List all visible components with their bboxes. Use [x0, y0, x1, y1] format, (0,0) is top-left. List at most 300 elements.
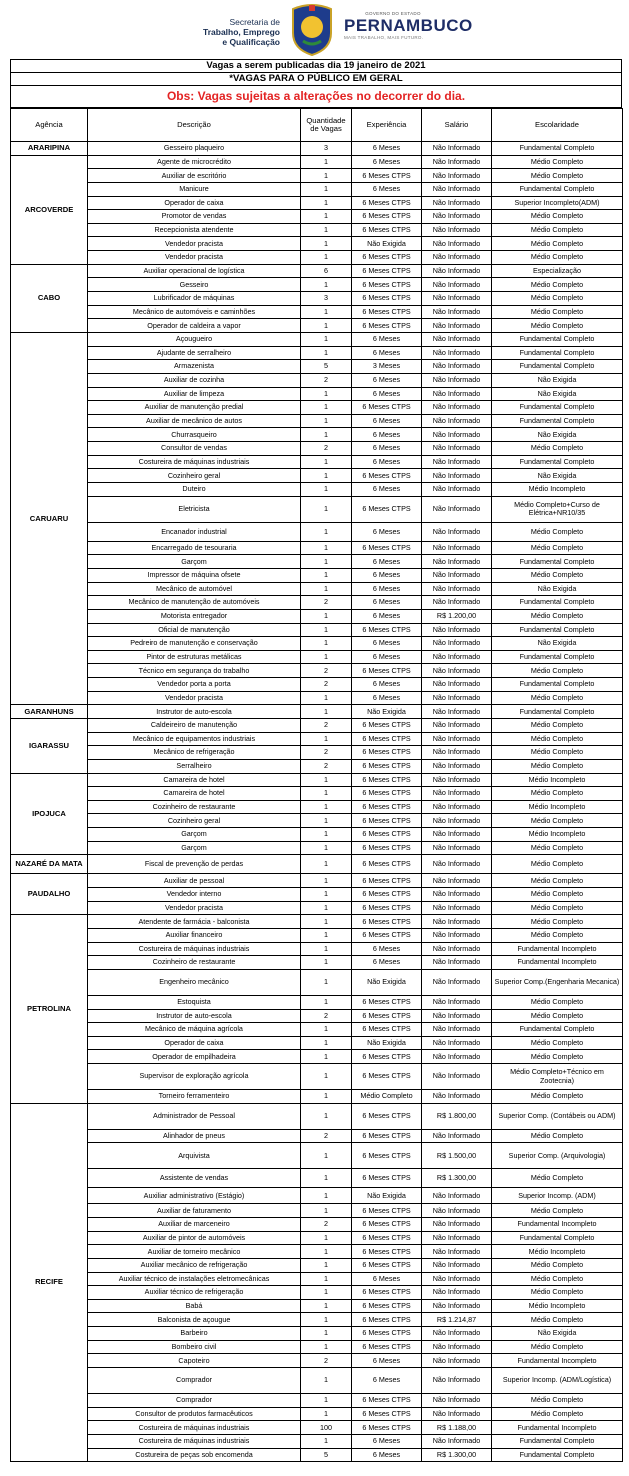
- experience-cell: 6 Meses CTPS: [352, 210, 422, 224]
- experience-cell: 6 Meses CTPS: [352, 1286, 422, 1300]
- description-cell: Garçom: [88, 841, 301, 855]
- agency-cell: PETROLINA: [11, 915, 88, 1103]
- agency-cell: CABO: [11, 264, 88, 332]
- education-cell: Médio Completo: [492, 1169, 623, 1188]
- experience-cell: 6 Meses: [352, 142, 422, 156]
- description-cell: Auxiliar de mecânico de autos: [88, 414, 301, 428]
- table-row: [11, 1129, 623, 1143]
- experience-cell: 6 Meses: [352, 455, 422, 469]
- table-row: [11, 182, 623, 196]
- experience-cell: 6 Meses CTPS: [352, 1313, 422, 1327]
- experience-cell: 6 Meses CTPS: [352, 1023, 422, 1037]
- quantity-cell: 1: [301, 1103, 352, 1129]
- description-cell: Vendedor interno: [88, 888, 301, 902]
- table-row: [11, 169, 623, 183]
- description-cell: Mecânico de equipamentos industriais: [88, 732, 301, 746]
- quantity-cell: 1: [301, 650, 352, 664]
- education-cell: Médio Incompleto: [492, 773, 623, 787]
- education-cell: Médio Completo: [492, 1129, 623, 1143]
- education-cell: Fundamental Completo: [492, 623, 623, 637]
- table-row: [11, 1009, 623, 1023]
- description-cell: Duteiro: [88, 483, 301, 497]
- salary-cell: Não Informado: [422, 442, 492, 456]
- description-cell: Bombeiro civil: [88, 1340, 301, 1354]
- table-row: [11, 1407, 623, 1421]
- table-row: [11, 705, 623, 719]
- education-cell: Médio Completo: [492, 319, 623, 333]
- education-cell: Médio Completo: [492, 915, 623, 929]
- education-cell: Médio Completo: [492, 1394, 623, 1408]
- quantity-cell: 1: [301, 1340, 352, 1354]
- experience-cell: 6 Meses CTPS: [352, 814, 422, 828]
- table-row: [11, 237, 623, 251]
- salary-cell: Não Informado: [422, 1218, 492, 1232]
- experience-cell: 6 Meses CTPS: [352, 1258, 422, 1272]
- quantity-cell: 3: [301, 142, 352, 156]
- experience-cell: 6 Meses: [352, 596, 422, 610]
- experience-cell: 6 Meses CTPS: [352, 1421, 422, 1435]
- quantity-cell: 1: [301, 568, 352, 582]
- experience-cell: 6 Meses CTPS: [352, 319, 422, 333]
- salary-cell: R$ 1.500,00: [422, 1143, 492, 1169]
- experience-cell: 6 Meses: [352, 483, 422, 497]
- table-row: [11, 623, 623, 637]
- education-cell: Médio Completo: [492, 855, 623, 874]
- quantity-cell: 1: [301, 732, 352, 746]
- description-cell: Cozinheiro geral: [88, 469, 301, 483]
- table-row: [11, 1286, 623, 1300]
- quantity-cell: 5: [301, 360, 352, 374]
- salary-cell: Não Informado: [422, 637, 492, 651]
- secretaria-line-3: e Qualificação: [222, 37, 280, 47]
- education-cell: Médio Completo: [492, 901, 623, 915]
- education-cell: Médio Completo: [492, 292, 623, 306]
- experience-cell: 6 Meses CTPS: [352, 1327, 422, 1341]
- quantity-cell: 1: [301, 942, 352, 956]
- description-cell: Oficial de manutenção: [88, 623, 301, 637]
- table-row: [11, 691, 623, 705]
- education-cell: Superior Comp. (Arquivologia): [492, 1143, 623, 1169]
- secretaria-line-2: Trabalho, Emprego: [203, 27, 280, 37]
- quantity-cell: 1: [301, 901, 352, 915]
- quantity-cell: 1: [301, 401, 352, 415]
- table-row: [11, 455, 623, 469]
- vacancies-table: [10, 108, 623, 1462]
- quantity-cell: 1: [301, 1204, 352, 1218]
- quantity-cell: 3: [301, 292, 352, 306]
- quantity-cell: 1: [301, 814, 352, 828]
- description-cell: Auxiliar administrativo (Estágio): [88, 1188, 301, 1204]
- description-cell: Cozinheiro geral: [88, 814, 301, 828]
- table-row: [11, 1218, 623, 1232]
- salary-cell: Não Informado: [422, 582, 492, 596]
- experience-cell: 6 Meses CTPS: [352, 264, 422, 278]
- education-cell: Médio Completo: [492, 1313, 623, 1327]
- description-cell: Atendente de farmácia - balconista: [88, 915, 301, 929]
- salary-cell: Não Informado: [422, 264, 492, 278]
- quantity-cell: 2: [301, 373, 352, 387]
- education-cell: Fundamental Completo: [492, 705, 623, 719]
- table-row: [11, 1204, 623, 1218]
- quantity-cell: 1: [301, 969, 352, 995]
- experience-cell: 6 Meses CTPS: [352, 169, 422, 183]
- table-row: [11, 800, 623, 814]
- table-row: [11, 1299, 623, 1313]
- salary-cell: Não Informado: [422, 541, 492, 555]
- observation-note: Obs: Vagas sujeitas a alterações no decorrer do dia.: [11, 86, 621, 108]
- education-cell: Não Exigida: [492, 387, 623, 401]
- education-cell: Médio Completo: [492, 210, 623, 224]
- agency-cell: NAZARÉ DA MATA: [11, 855, 88, 874]
- quantity-cell: 1: [301, 915, 352, 929]
- description-cell: Promotor de vendas: [88, 210, 301, 224]
- description-cell: Vendedor pracista: [88, 237, 301, 251]
- quantity-cell: 1: [301, 1245, 352, 1259]
- table-row: [11, 1258, 623, 1272]
- education-cell: Médio Completo: [492, 746, 623, 760]
- education-cell: Fundamental Completo: [492, 182, 623, 196]
- table-row: [11, 1340, 623, 1354]
- experience-cell: 6 Meses CTPS: [352, 901, 422, 915]
- experience-cell: 6 Meses: [352, 428, 422, 442]
- description-cell: Auxiliar de escritório: [88, 169, 301, 183]
- table-row: [11, 828, 623, 842]
- table-row: [11, 1245, 623, 1259]
- description-cell: Auxiliar de faturamento: [88, 1204, 301, 1218]
- education-cell: Médio Completo: [492, 1407, 623, 1421]
- salary-cell: Não Informado: [422, 1064, 492, 1090]
- education-cell: Médio Completo: [492, 888, 623, 902]
- education-cell: Fundamental Completo: [492, 332, 623, 346]
- salary-cell: Não Informado: [422, 1036, 492, 1050]
- experience-cell: 6 Meses CTPS: [352, 664, 422, 678]
- description-cell: Auxiliar de torneiro mecânico: [88, 1245, 301, 1259]
- experience-cell: 6 Meses: [352, 650, 422, 664]
- experience-cell: 6 Meses CTPS: [352, 874, 422, 888]
- agency-cell: PAUDALHO: [11, 874, 88, 915]
- col-salario-header: Salário: [422, 109, 492, 142]
- experience-cell: 6 Meses CTPS: [352, 787, 422, 801]
- education-cell: Médio Completo: [492, 1204, 623, 1218]
- salary-cell: Não Informado: [422, 346, 492, 360]
- table-row: [11, 155, 623, 169]
- quantity-cell: 1: [301, 874, 352, 888]
- experience-cell: 6 Meses CTPS: [352, 746, 422, 760]
- description-cell: Manicure: [88, 182, 301, 196]
- description-cell: Vendedor pracista: [88, 901, 301, 915]
- education-cell: Médio Completo: [492, 1036, 623, 1050]
- description-cell: Gesseiro: [88, 278, 301, 292]
- table-row: [11, 292, 623, 306]
- experience-cell: 6 Meses: [352, 414, 422, 428]
- quantity-cell: 2: [301, 1129, 352, 1143]
- quantity-cell: 1: [301, 1434, 352, 1448]
- quantity-cell: 1: [301, 1272, 352, 1286]
- experience-cell: 6 Meses CTPS: [352, 759, 422, 773]
- education-cell: Médio Completo: [492, 874, 623, 888]
- salary-cell: Não Informado: [422, 196, 492, 210]
- table-row: [11, 637, 623, 651]
- table-row: [11, 915, 623, 929]
- table-row: [11, 428, 623, 442]
- description-cell: Auxiliar de pessoal: [88, 874, 301, 888]
- education-cell: Médio Completo: [492, 995, 623, 1009]
- description-cell: Vendedor pracista: [88, 691, 301, 705]
- quantity-cell: 1: [301, 196, 352, 210]
- quantity-cell: 2: [301, 1354, 352, 1368]
- description-cell: Costureira de máquinas industriais: [88, 942, 301, 956]
- description-cell: Mecânico de automóvel: [88, 582, 301, 596]
- table-row: [11, 841, 623, 855]
- experience-cell: Não Exigida: [352, 1036, 422, 1050]
- experience-cell: 6 Meses CTPS: [352, 1231, 422, 1245]
- experience-cell: 6 Meses CTPS: [352, 995, 422, 1009]
- table-row: [11, 1394, 623, 1408]
- table-row: [11, 568, 623, 582]
- experience-cell: Não Exigida: [352, 237, 422, 251]
- education-cell: Médio Completo: [492, 278, 623, 292]
- description-cell: Encanador industrial: [88, 522, 301, 541]
- education-cell: Médio Incompleto: [492, 1299, 623, 1313]
- agency-cell: ARARIPINA: [11, 142, 88, 156]
- salary-cell: Não Informado: [422, 483, 492, 497]
- quantity-cell: 1: [301, 182, 352, 196]
- description-cell: Serralheiro: [88, 759, 301, 773]
- description-cell: Capoteiro: [88, 1354, 301, 1368]
- table-row: [11, 1327, 623, 1341]
- pernambuco-logo: [344, 11, 473, 40]
- quantity-cell: 1: [301, 346, 352, 360]
- quantity-cell: 1: [301, 705, 352, 719]
- description-cell: Gesseiro plaqueiro: [88, 142, 301, 156]
- quantity-cell: 1: [301, 1368, 352, 1394]
- salary-cell: Não Informado: [422, 373, 492, 387]
- quantity-cell: 2: [301, 678, 352, 692]
- quantity-cell: 1: [301, 1286, 352, 1300]
- table-row: [11, 664, 623, 678]
- table-row: [11, 678, 623, 692]
- education-cell: Superior Comp. (Contábeis ou ADM): [492, 1103, 623, 1129]
- table-row: [11, 196, 623, 210]
- table-row: [11, 928, 623, 942]
- education-cell: Médio Completo: [492, 718, 623, 732]
- education-cell: Médio Completo: [492, 787, 623, 801]
- education-cell: Fundamental Completo: [492, 1434, 623, 1448]
- experience-cell: 6 Meses CTPS: [352, 841, 422, 855]
- description-cell: Auxiliar técnico de instalações eletromecânicas: [88, 1272, 301, 1286]
- salary-cell: Não Informado: [422, 814, 492, 828]
- description-cell: Mecânico de máquina agrícola: [88, 1023, 301, 1037]
- table-row: [11, 1313, 623, 1327]
- table-row: [11, 522, 623, 541]
- agency-cell: CARUARU: [11, 332, 88, 704]
- quantity-cell: 1: [301, 522, 352, 541]
- quantity-cell: 1: [301, 555, 352, 569]
- salary-cell: Não Informado: [422, 1245, 492, 1259]
- education-cell: Fundamental Completo: [492, 1023, 623, 1037]
- table-row: [11, 732, 623, 746]
- quantity-cell: 1: [301, 319, 352, 333]
- description-cell: Churrasqueiro: [88, 428, 301, 442]
- education-cell: Médio Incompleto: [492, 800, 623, 814]
- experience-cell: 6 Meses CTPS: [352, 223, 422, 237]
- experience-cell: Médio Completo: [352, 1090, 422, 1104]
- education-cell: Médio Incompleto: [492, 828, 623, 842]
- quantity-cell: 1: [301, 155, 352, 169]
- salary-cell: R$ 1.300,00: [422, 1169, 492, 1188]
- table-row: [11, 1036, 623, 1050]
- col-quantidade-header: Quantidade de Vagas: [301, 109, 352, 142]
- description-cell: Arquivista: [88, 1143, 301, 1169]
- table-row: [11, 483, 623, 497]
- salary-cell: Não Informado: [422, 332, 492, 346]
- salary-cell: Não Informado: [422, 650, 492, 664]
- description-cell: Torneiro ferramenteiro: [88, 1090, 301, 1104]
- experience-cell: 6 Meses CTPS: [352, 1064, 422, 1090]
- salary-cell: Não Informado: [422, 1023, 492, 1037]
- salary-cell: Não Informado: [422, 1286, 492, 1300]
- salary-cell: Não Informado: [422, 1272, 492, 1286]
- education-cell: Superior Incomp. (ADM/Logística): [492, 1368, 623, 1394]
- salary-cell: Não Informado: [422, 292, 492, 306]
- salary-cell: Não Informado: [422, 1434, 492, 1448]
- quantity-cell: 2: [301, 664, 352, 678]
- salary-cell: Não Informado: [422, 678, 492, 692]
- description-cell: Operador de empilhadeira: [88, 1050, 301, 1064]
- education-cell: Médio Completo: [492, 541, 623, 555]
- description-cell: Camareira de hotel: [88, 787, 301, 801]
- salary-cell: R$ 1.188,00: [422, 1421, 492, 1435]
- table-row: [11, 264, 623, 278]
- salary-cell: Não Informado: [422, 828, 492, 842]
- table-row: [11, 874, 623, 888]
- education-cell: Médio Completo: [492, 522, 623, 541]
- col-agencia-header: Agência: [11, 109, 88, 142]
- quantity-cell: 1: [301, 637, 352, 651]
- table-row: [11, 969, 623, 995]
- agency-cell: ARCOVERDE: [11, 155, 88, 264]
- salary-cell: Não Informado: [422, 1354, 492, 1368]
- salary-cell: Não Informado: [422, 901, 492, 915]
- quantity-cell: 1: [301, 278, 352, 292]
- salary-cell: Não Informado: [422, 773, 492, 787]
- salary-cell: Não Informado: [422, 251, 492, 265]
- experience-cell: 6 Meses: [352, 332, 422, 346]
- table-row: [11, 360, 623, 374]
- experience-cell: 6 Meses: [352, 1434, 422, 1448]
- salary-cell: Não Informado: [422, 1188, 492, 1204]
- quantity-cell: 1: [301, 1327, 352, 1341]
- education-cell: Não Exigida: [492, 1327, 623, 1341]
- table-row: [11, 995, 623, 1009]
- salary-cell: Não Informado: [422, 691, 492, 705]
- quantity-cell: 1: [301, 1023, 352, 1037]
- table-row: [11, 773, 623, 787]
- agency-cell: IGARASSU: [11, 718, 88, 773]
- table-row: [11, 855, 623, 874]
- quantity-cell: 100: [301, 1421, 352, 1435]
- salary-cell: Não Informado: [422, 155, 492, 169]
- experience-cell: 3 Meses: [352, 360, 422, 374]
- experience-cell: 6 Meses: [352, 387, 422, 401]
- salary-cell: Não Informado: [422, 841, 492, 855]
- education-cell: Médio Completo: [492, 1272, 623, 1286]
- description-cell: Garçom: [88, 828, 301, 842]
- experience-cell: 6 Meses: [352, 1448, 422, 1462]
- salary-cell: Não Informado: [422, 855, 492, 874]
- salary-cell: Não Informado: [422, 182, 492, 196]
- education-cell: Não Exigida: [492, 582, 623, 596]
- quantity-cell: 1: [301, 691, 352, 705]
- tagline: MAIS TRABALHO, MAIS FUTURO.: [344, 35, 424, 40]
- education-cell: Não Exigida: [492, 373, 623, 387]
- description-cell: Auxiliar mecânico de refrigeração: [88, 1258, 301, 1272]
- experience-cell: 6 Meses CTPS: [352, 1103, 422, 1129]
- description-cell: Eletricista: [88, 496, 301, 522]
- salary-cell: Não Informado: [422, 1327, 492, 1341]
- salary-cell: Não Informado: [422, 1340, 492, 1354]
- table-row: [11, 718, 623, 732]
- salary-cell: Não Informado: [422, 1299, 492, 1313]
- salary-cell: R$ 1.200,00: [422, 609, 492, 623]
- quantity-cell: 1: [301, 169, 352, 183]
- experience-cell: 6 Meses: [352, 942, 422, 956]
- education-cell: Médio Incompleto: [492, 483, 623, 497]
- education-cell: Médio Completo: [492, 169, 623, 183]
- education-cell: Médio Completo: [492, 732, 623, 746]
- salary-cell: Não Informado: [422, 915, 492, 929]
- salary-cell: Não Informado: [422, 455, 492, 469]
- description-cell: Costureira de máquinas industriais: [88, 1434, 301, 1448]
- experience-cell: 6 Meses CTPS: [352, 1299, 422, 1313]
- quantity-cell: 1: [301, 828, 352, 842]
- salary-cell: Não Informado: [422, 664, 492, 678]
- table-row: [11, 555, 623, 569]
- education-cell: Fundamental Incompleto: [492, 1218, 623, 1232]
- salary-cell: Não Informado: [422, 995, 492, 1009]
- experience-cell: 6 Meses: [352, 155, 422, 169]
- table-row: [11, 1368, 623, 1394]
- description-cell: Alinhador de pneus: [88, 1129, 301, 1143]
- description-cell: Camareira de hotel: [88, 773, 301, 787]
- table-row: [11, 541, 623, 555]
- description-cell: Administrador de Pessoal: [88, 1103, 301, 1129]
- quantity-cell: 1: [301, 609, 352, 623]
- governo-label: GOVERNO DO ESTADO: [365, 11, 421, 16]
- table-row: [11, 1434, 623, 1448]
- education-cell: Médio Completo: [492, 814, 623, 828]
- table-row: [11, 469, 623, 483]
- table-row: [11, 942, 623, 956]
- education-cell: Médio Completo: [492, 1009, 623, 1023]
- quantity-cell: 1: [301, 582, 352, 596]
- salary-cell: Não Informado: [422, 360, 492, 374]
- table-row: [11, 278, 623, 292]
- salary-cell: Não Informado: [422, 469, 492, 483]
- experience-cell: 6 Meses: [352, 691, 422, 705]
- document-title: Vagas a serem publicadas dia 19 janeiro de 2021: [11, 60, 621, 73]
- table-row: [11, 814, 623, 828]
- quantity-cell: 2: [301, 718, 352, 732]
- education-cell: Superior Incompleto(ADM): [492, 196, 623, 210]
- description-cell: Lubrificador de máquinas: [88, 292, 301, 306]
- quantity-cell: 1: [301, 1299, 352, 1313]
- experience-cell: 6 Meses CTPS: [352, 1050, 422, 1064]
- description-cell: Agente de microcrédito: [88, 155, 301, 169]
- title-block: [10, 59, 622, 108]
- quantity-cell: 1: [301, 787, 352, 801]
- salary-cell: Não Informado: [422, 210, 492, 224]
